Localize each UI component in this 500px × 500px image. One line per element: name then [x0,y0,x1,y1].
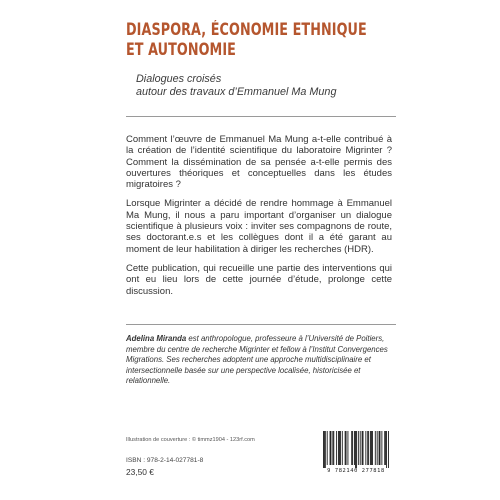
barcode-bar [339,431,340,465]
barcode-bar [368,431,369,465]
barcode-bar [348,431,349,465]
barcode-bar [363,431,364,465]
barcode-bar [340,431,341,465]
barcode-bar [358,431,359,465]
barcode-bar [330,431,331,465]
barcode-bar [323,431,324,468]
barcode-bar [371,431,372,465]
book-title-line-2: ET AUTONOMIE [126,40,236,59]
blurb [126,134,392,305]
barcode-bar [360,431,361,465]
barcode-bar [356,431,357,468]
barcode-bar [367,431,368,465]
barcode-bar [388,431,389,468]
book-title-line-1: DIASPORA, ÉCONOMIE ETHNIQUE [126,20,367,39]
book-subtitle-line-2: autour des travaux d’Emmanuel Ma Mung [136,86,337,98]
barcode-bar [342,431,343,465]
barcode-bar [385,431,386,465]
barcode-bar [325,431,326,468]
barcode-bar [381,431,382,465]
barcode-bar [379,431,380,465]
barcode-bar [365,431,366,465]
barcode-bar [375,431,376,465]
divider-bottom [126,324,396,325]
barcode-digits: 9 782140 277818 [327,468,385,474]
barcode-bar [380,431,381,465]
divider-top [126,116,396,117]
barcode-bar [338,431,339,465]
barcode [320,429,392,475]
cover-illustration-credit: Illustration de couverture : © timmz1904 - 123rf.com [126,437,255,443]
barcode-bar [327,431,328,465]
barcode-bar [352,431,353,465]
author-bio-text: est anthropologue, professeure à l’Université de Poitiers, membre du centre de recherche Migrinter et fellow à l’Institut Convergences Migrations. Ses recherches adoptent une approche multidisciplinaire et intersectionnelle basée sur une perspective localisée, historicisée et relationnelle. [126,334,388,385]
barcode-bar [354,431,355,465]
back-cover [106,0,400,500]
barcode-bar [324,431,325,468]
barcode-bar [377,431,378,465]
blurb-paragraph-1: Comment l’œuvre de Emmanuel Ma Mung a-t-elle contribué à la création de l’identité scientifique du laboratoire Migrinter ? Comment la dissémination de sa pensée a-t-elle permis des ouvertures théoriques et conceptuelles dans les études migratoires ? [126,134,392,191]
blurb-paragraph-3: Cette publication, qui recueille une partie des interventions qui ont eu lieu lors de cette journée d’étude, prolonge cette discussion. [126,262,392,297]
barcode-bar [384,431,385,465]
barcode-bar [362,431,363,465]
book-title [126,20,367,60]
barcode-bar [346,431,347,465]
barcode-bar [355,431,356,468]
barcode-bar [351,431,352,465]
barcode-bar [333,431,334,465]
barcode-bar [331,431,332,465]
barcode-bar [372,431,373,465]
barcode-bar [336,431,337,465]
isbn: ISBN : 978-2-14-027781-8 [126,457,204,464]
author-name: Adelina Miranda [126,334,187,343]
blurb-paragraph-2: Lorsque Migrinter a décidé de rendre hommage à Emmanuel Ma Mung, il nous a paru important d’organiser un dialogue scientifique à plusieurs voix : inviter ses compagnons de route, ses doctorant.e.s et les collègues dont il a été garant au moment de leur habilitation à diriger les recherches (HDR). [126,198,392,255]
book-subtitle [136,73,336,99]
barcode-bar [345,431,346,465]
barcode-bar [370,431,371,465]
barcode-bars-icon [320,429,392,469]
author-bio [126,334,392,387]
barcode-bar [386,431,387,468]
barcode-bar [332,431,333,465]
book-subtitle-line-1: Dialogues croisés [136,73,222,85]
price: 23,50 € [126,467,154,477]
